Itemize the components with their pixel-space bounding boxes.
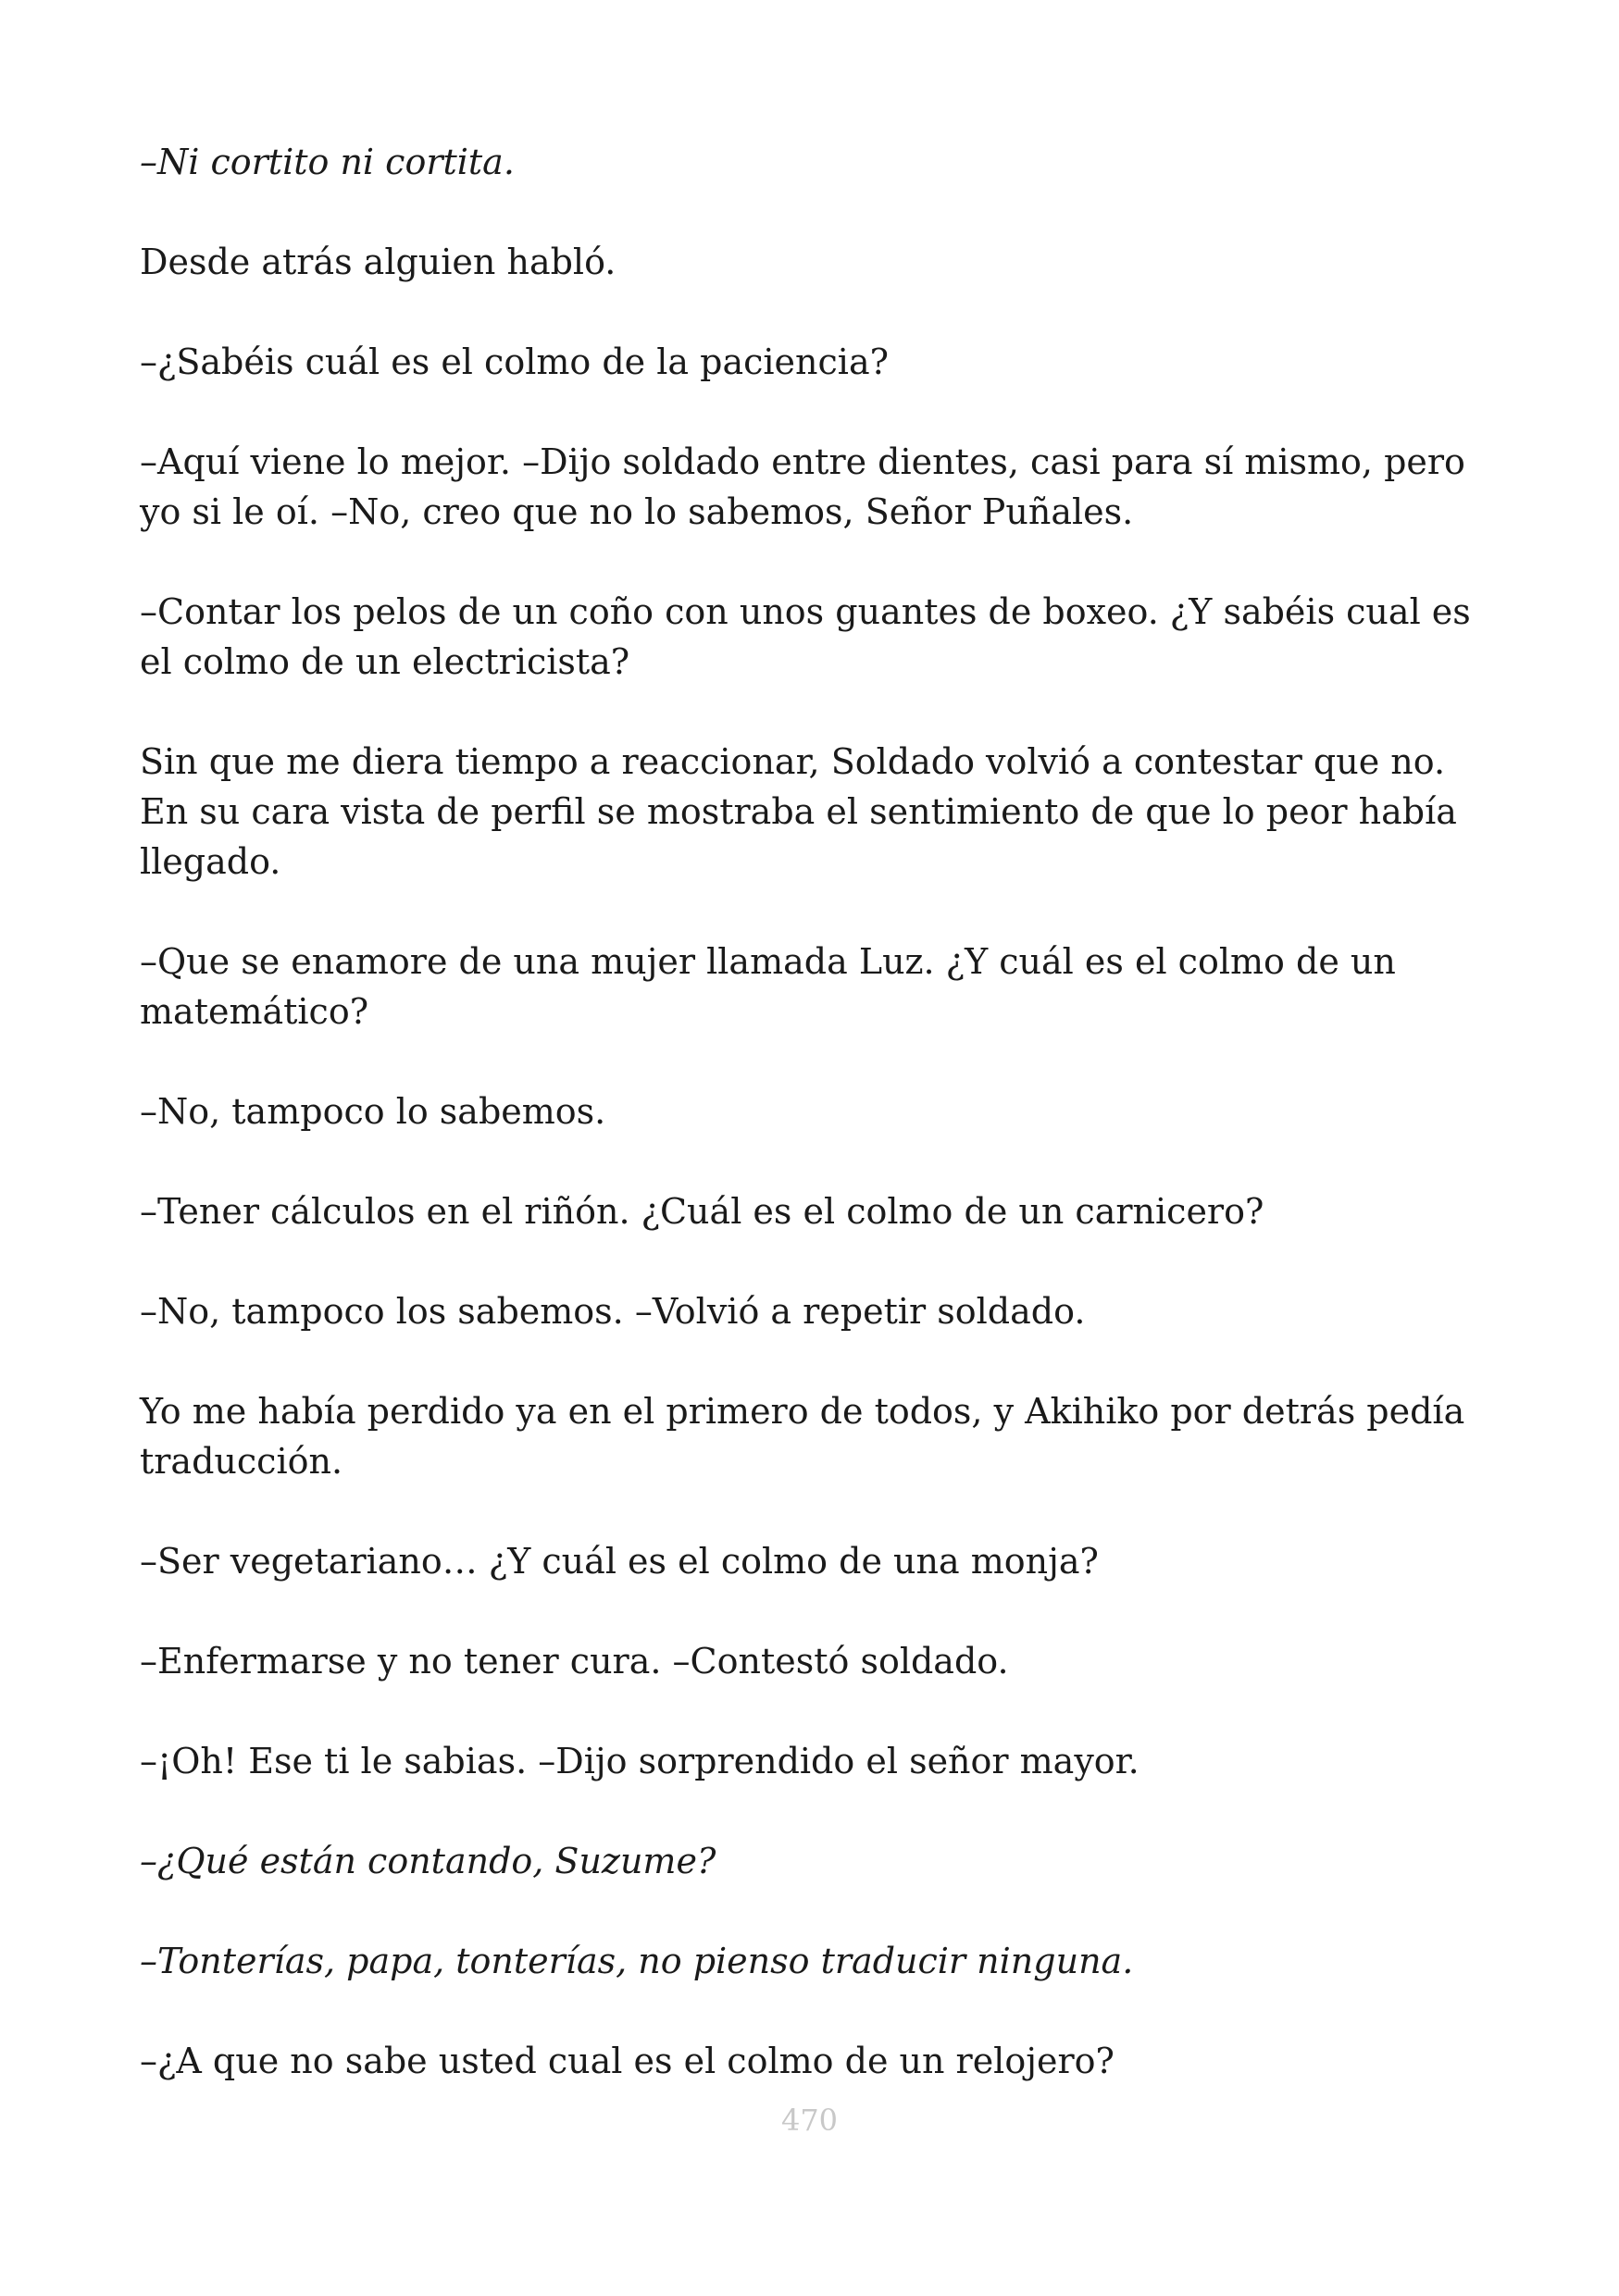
page-number: 470 (780, 2103, 839, 2138)
body-text (140, 137, 1491, 2136)
paragraph: Sin que me diera tiempo a reaccionar, Soldado volvió a contestar que no. En su cara vista de perfil se mostraba el sentimiento de que lo peor había llegado. (140, 741, 1457, 882)
paragraph: –¿A que no sabe usted cual es el colmo de un relojero? (140, 2041, 1115, 2081)
paragraph: Desde atrás alguien habló. (140, 242, 616, 282)
paragraph: –Aquí viene lo mejor. –Dijo soldado entre dientes, casi para sí mismo, pero yo si le oí. –No, creo que no lo sabemos, Señor Puñales. (140, 441, 1465, 532)
paragraph: –Que se enamore de una mujer llamada Luz. ¿Y cuál es el colmo de un matemático? (140, 941, 1396, 1032)
paragraph: –¡Oh! Ese ti le sabias. –Dijo sorprendido el señor mayor. (140, 1741, 1140, 1781)
paragraph: –No, tampoco los sabemos. –Volvió a repetir soldado. (140, 1291, 1086, 1332)
paragraph: –Ser vegetariano… ¿Y cuál es el colmo de una monja? (140, 1541, 1099, 1582)
paragraph: Yo me había perdido ya en el primero de todos, y Akihiko por detrás pedía traducción. (140, 1391, 1465, 1482)
paragraph: –Enfermarse y no tener cura. –Contestó soldado. (140, 1641, 1009, 1682)
paragraph: –¿Sabéis cuál es el colmo de la paciencia? (140, 341, 889, 382)
paragraph: –Tener cálculos en el riñón. ¿Cuál es el colmo de un carnicero? (140, 1191, 1264, 1232)
paragraph: –Tonterías, papa, tonterías, no pienso traducir ninguna. (140, 1941, 1134, 1981)
paragraph: –Ni cortito ni cortita. (140, 142, 515, 182)
paragraph: –¿Qué están contando, Suzume? (140, 1841, 716, 1881)
paragraph: –Contar los pelos de un coño con unos guantes de boxeo. ¿Y sabéis cual es el colmo de un electricista? (140, 591, 1471, 682)
paragraph: –No, tampoco lo sabemos. (140, 1091, 606, 1132)
